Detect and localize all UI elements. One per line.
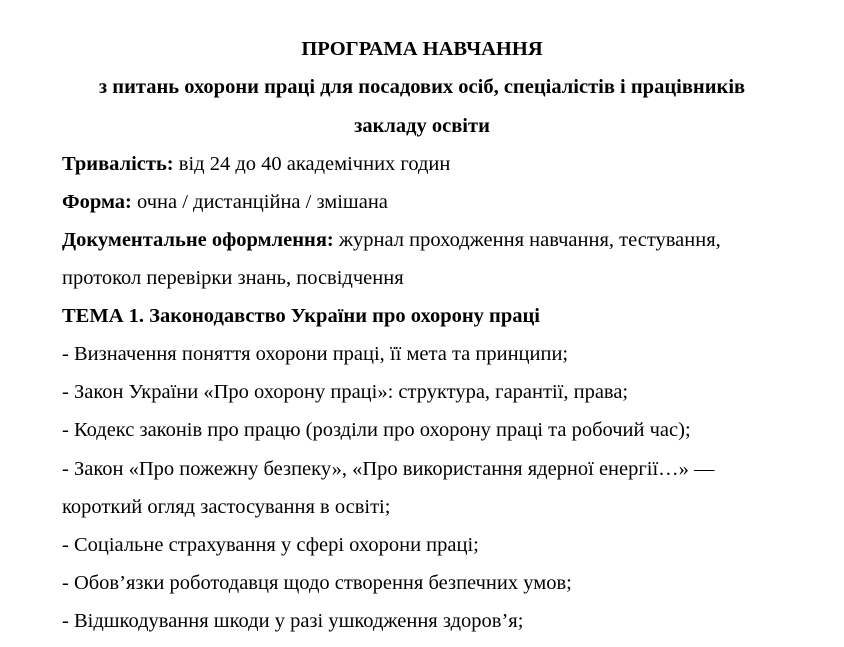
duration-row	[62, 154, 450, 175]
topic-1-item: - Кодекс законів про працю (розділи про охорону праці та робочий час);	[62, 419, 691, 441]
topic-1-item: - Відшкодування шкоди у разі ушкодження здоров’я;	[62, 610, 524, 632]
document-subtitle-line-2: закладу освіти	[354, 115, 490, 137]
form-value: очна / дистанційна / змішана	[131, 191, 388, 213]
topic-1-item: - Визначення поняття охорони праці, її мета та принципи;	[62, 343, 569, 365]
documentation-label: Документальне оформлення:	[62, 229, 334, 251]
topic-1-item: - Закон «Про пожежну безпеку», «Про використання ядерної енергії…» —	[62, 458, 715, 480]
topic-1-item-continuation: короткий огляд застосування в освіті;	[62, 496, 391, 518]
form-label: Форма:	[62, 191, 132, 213]
topic-1-item: - Обов’язки роботодавця щодо створення безпечних умов;	[62, 572, 572, 594]
duration-label: Тривалість:	[62, 153, 174, 175]
topic-1-title: ТЕМА 1. Законодавство України про охорону праці	[62, 305, 540, 327]
documentation-value-line-1: журнал проходження навчання, тестування,	[333, 229, 721, 251]
documentation-row	[62, 230, 721, 251]
duration-value: від 24 до 40 академічних годин	[173, 153, 451, 175]
document-title: ПРОГРАМА НАВЧАННЯ	[301, 38, 543, 60]
form-row	[62, 192, 388, 213]
topic-1-item: - Закон України «Про охорону праці»: структура, гарантії, права;	[62, 381, 629, 403]
documentation-value-line-2: протокол перевірки знань, посвідчення	[62, 267, 404, 289]
topic-1-item: - Соціальне страхування у сфері охорони праці;	[62, 534, 479, 556]
document-subtitle-line-1: з питань охорони праці для посадових осіб, спеціалістів і працівників	[98, 76, 746, 98]
